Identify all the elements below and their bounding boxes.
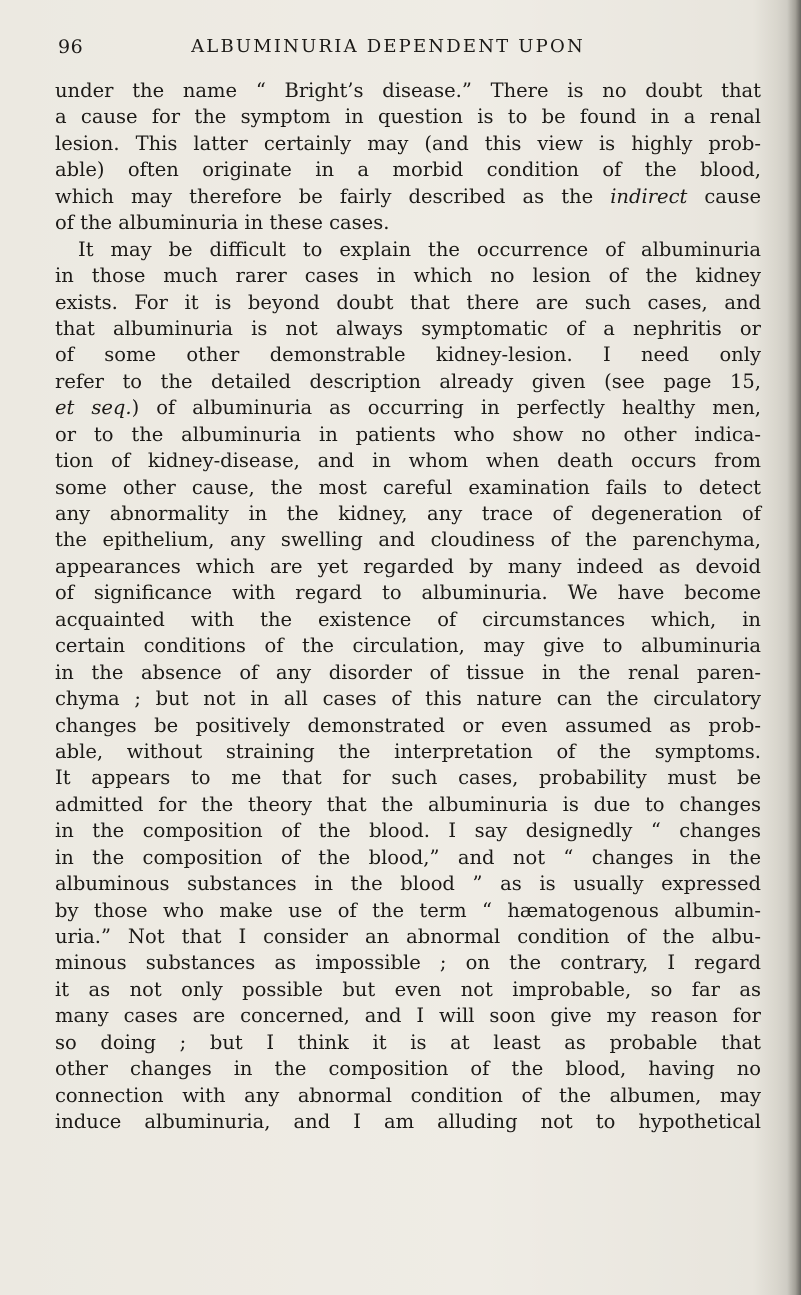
text-line-15: tion of kidney-disease, and in whom when death occurs from bbox=[55, 449, 761, 473]
text-line-38: other changes in the composition of the blood, having no bbox=[55, 1057, 761, 1081]
text-line-3: lesion. This latter certainly may (and this view is highly prob- bbox=[55, 131, 761, 155]
text-line-28: admitted for the theory that the albuminuria is due to changes bbox=[55, 792, 761, 816]
text-line-29: in the composition of the blood. I say designedly “ changes bbox=[55, 819, 761, 843]
text-line-4: able) often originate in a morbid condition of the blood, bbox=[55, 158, 761, 182]
text-line-6: of the albuminuria in these cases. bbox=[55, 211, 390, 235]
text-line-13 bbox=[55, 395, 761, 421]
text-line-34: minous substances as impossible ; on the contrary, I regard bbox=[55, 951, 761, 975]
text-line-22: certain conditions of the circulation, may give to albuminuria bbox=[55, 634, 761, 658]
text-line-8: in those much rarer cases in which no lesion of the kidney bbox=[55, 264, 761, 288]
text-line-2: a cause for the symptom in question is to be found in a renal bbox=[55, 105, 761, 129]
text-line-12: refer to the detailed description already given (see page 15, bbox=[55, 369, 761, 393]
text-line-36: many cases are concerned, and I will soon give my reason for bbox=[55, 1004, 761, 1028]
text-line-9: exists. For it is beyond doubt that there are such cases, and bbox=[55, 290, 761, 314]
page-binding-shadow bbox=[787, 0, 801, 1295]
text-line-5-lead: which may therefore be fairly described as the bbox=[55, 184, 611, 208]
text-line-23: in the absence of any disorder of tissue in the renal paren- bbox=[55, 660, 761, 684]
text-line-37: so doing ; but I think it is at least as probable that bbox=[55, 1030, 761, 1054]
text-line-18: the epithelium, any swelling and cloudiness of the parenchyma, bbox=[55, 528, 761, 552]
text-line-5-tail: cause bbox=[687, 184, 762, 208]
text-line-11: of some other demonstrable kidney-lesion. I need only bbox=[55, 343, 761, 367]
text-line-31: albuminous substances in the blood ” as is usually expressed bbox=[55, 872, 761, 896]
page-number: 96 bbox=[58, 36, 84, 58]
text-line-13-tail: ) of albuminuria as occurring in perfectly healthy men, bbox=[131, 396, 761, 420]
running-head: ALBUMINURIA DEPENDENT UPON bbox=[191, 36, 585, 57]
text-line-26: able, without straining the interpretation of the symptoms. bbox=[55, 739, 761, 763]
text-line-33: uria.” Not that I consider an abnormal condition of the albu- bbox=[55, 925, 761, 948]
italic-indirect: indirect bbox=[610, 184, 688, 208]
text-line-25: changes be positively demonstrated or even assumed as prob- bbox=[55, 713, 761, 737]
body-text bbox=[55, 78, 761, 1136]
text-line-39: connection with any abnormal condition of the albumen, may bbox=[55, 1083, 761, 1107]
text-line-21: acquainted with the existence of circumstances which, in bbox=[55, 607, 761, 631]
text-line-40: induce albuminuria, and I am alluding not to hypothetical bbox=[55, 1110, 761, 1134]
text-line-7: It may be difficult to explain the occurrence of albuminuria bbox=[78, 237, 761, 261]
text-line-30: in the composition of the blood,” and not “ changes in the bbox=[55, 845, 761, 869]
text-line-14: or to the albuminuria in patients who show no other indica- bbox=[55, 422, 761, 446]
text-line-16: some other cause, the most careful examination fails to detect bbox=[55, 475, 761, 499]
text-line-27: It appears to me that for such cases, probability must be bbox=[55, 766, 761, 790]
text-line-5 bbox=[55, 184, 761, 210]
text-line-19: appearances which are yet regarded by many indeed as devoid bbox=[55, 554, 761, 578]
text-line-20: of significance with regard to albuminuria. We have become bbox=[55, 581, 761, 605]
text-line-17: any abnormality in the kidney, any trace of degeneration of bbox=[55, 502, 761, 525]
italic-et-seq: et seq. bbox=[55, 396, 132, 420]
text-line-32: by those who make use of the term “ hæmatogenous albumin- bbox=[55, 898, 761, 922]
text-line-24: chyma ; but not in all cases of this nature can the circulatory bbox=[55, 687, 761, 711]
page-header bbox=[58, 36, 718, 66]
text-line-35: it as not only possible but even not improbable, so far as bbox=[55, 977, 761, 1001]
text-line-10: that albuminuria is not always symptomatic of a nephritis or bbox=[55, 316, 761, 340]
text-line-1: under the name “ Bright’s disease.” There is no doubt that bbox=[55, 79, 761, 102]
